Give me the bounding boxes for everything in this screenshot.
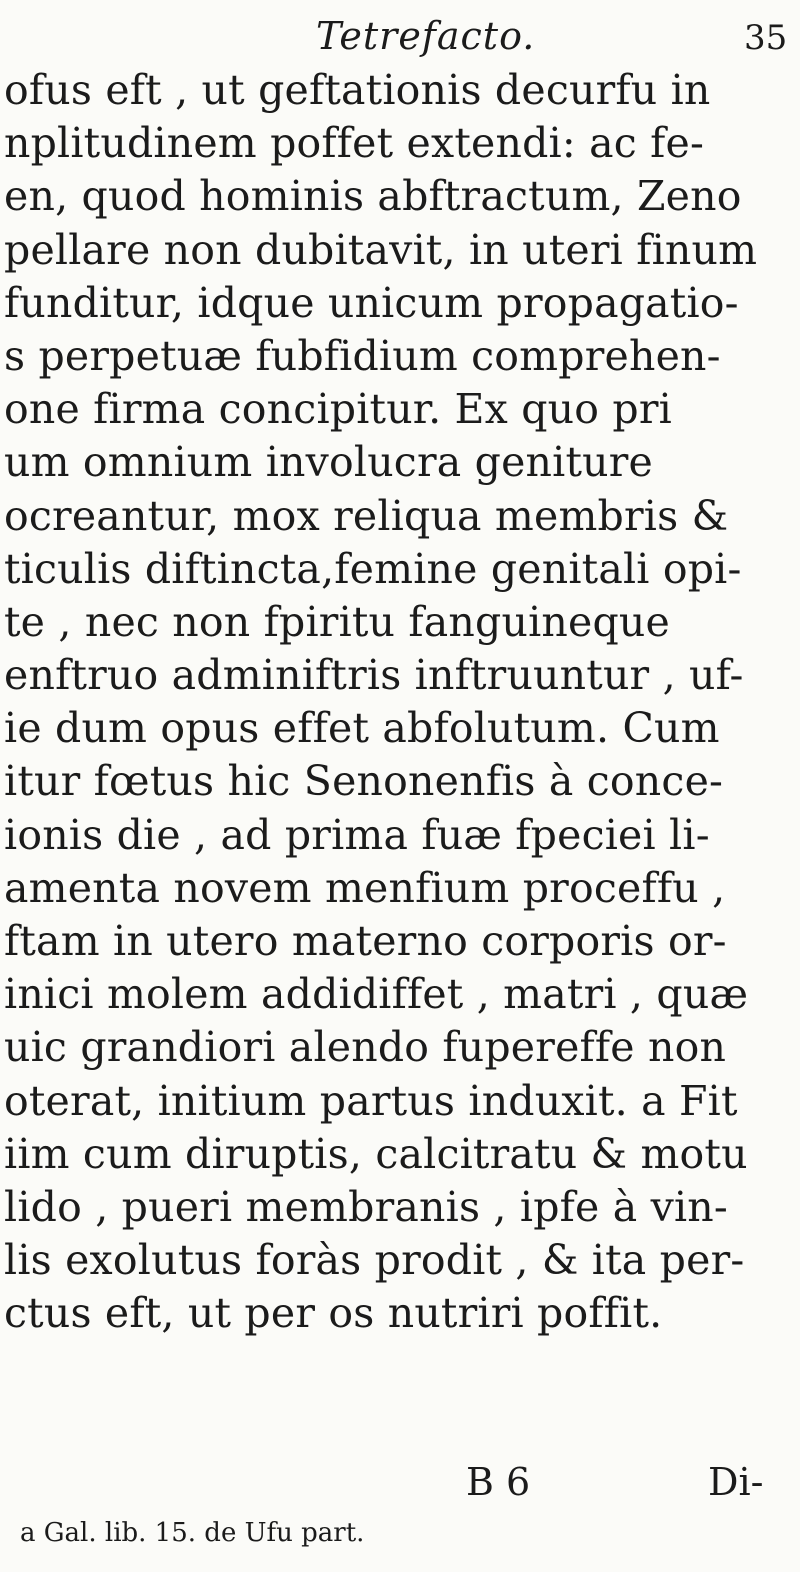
text-line: enftruo adminiftris inftruuntur , uf- <box>4 651 744 700</box>
text-line: iim cum diruptis, calcitratu & motu <box>4 1129 748 1178</box>
text-line: inici molem addidiffet , matri , quæ <box>4 970 749 1019</box>
catchline <box>0 1460 800 1512</box>
running-title: Tetrefacto. <box>316 14 536 58</box>
text-line: ctus eft, ut per os nutriri poffit. <box>4 1289 663 1338</box>
text-line: en, quod hominis abftractum, Zeno <box>4 172 742 221</box>
text-line: ofus eft , ut geftationis decurfu in <box>4 66 711 114</box>
text-line: funditur, idque unicum propagatio- <box>4 278 739 327</box>
text-line: ie dum opus effet abfolutum. Cum <box>4 704 720 753</box>
text-line: te , nec non fpiritu fanguineque <box>4 597 670 646</box>
text-line: s perpetuæ fubfidium comprehen- <box>4 331 721 380</box>
catchword: Di- <box>708 1460 764 1504</box>
text-line: itur fœtus hic Senonenfis à conce- <box>4 757 724 806</box>
text-line: ticulis diftincta,femine genitali opi- <box>4 544 742 593</box>
text-line: ftam in utero materno corporis or- <box>4 917 727 965</box>
signature-mark: B 6 <box>466 1460 531 1504</box>
text-line: lido , pueri membranis , ipfe à vin- <box>4 1182 728 1231</box>
text-line: lis exolutus foràs prodit , & ita per- <box>4 1236 745 1285</box>
text-line: pellare non dubitavit, in uteri finum <box>4 225 758 274</box>
text-line: amenta novem menfium proceffu , <box>4 863 726 912</box>
body-text <box>0 64 800 1341</box>
text-line: nplitudinem poffet extendi: ac fe- <box>4 119 705 168</box>
page-number: 35 <box>744 18 788 58</box>
text-line: ionis die , ad prima fuæ fpeciei li- <box>4 810 710 859</box>
text-line: ocreantur, mox reliqua membris & <box>4 491 729 540</box>
text-line: um omnium involucra geniture <box>4 438 654 487</box>
text-line: uic grandiori alendo fupereffe non <box>4 1023 727 1072</box>
footnote: a Gal. lib. 15. de Ufu part. <box>20 1518 365 1548</box>
running-head <box>0 14 800 68</box>
text-line: oterat, initium partus induxit. a Fit <box>4 1076 738 1125</box>
text-line: one firma concipitur. Ex quo pri <box>4 385 672 434</box>
